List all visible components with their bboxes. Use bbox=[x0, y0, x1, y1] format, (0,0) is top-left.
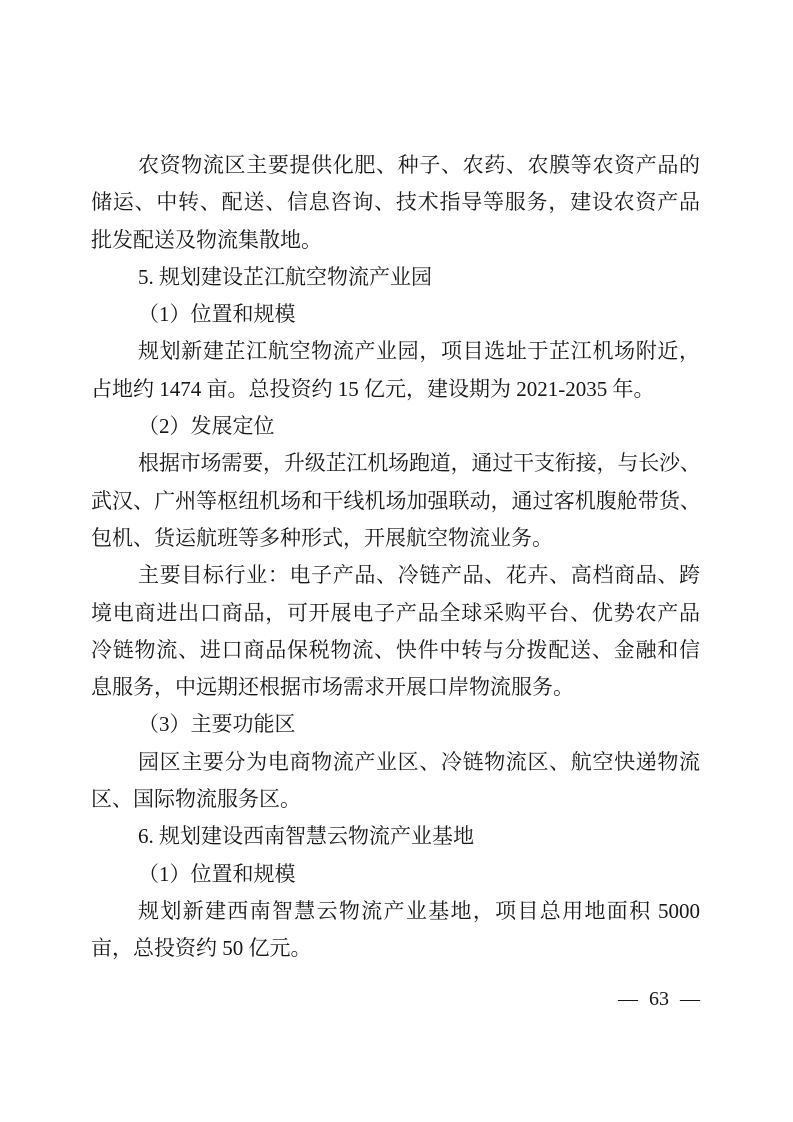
subsection-heading: （3）主要功能区 bbox=[138, 712, 296, 737]
paragraph-5-positioning bbox=[91, 445, 700, 557]
text-line: 息服务，中远期还根据市场需求开展口岸物流服务。 bbox=[91, 675, 574, 700]
paragraph-5-target-industries bbox=[91, 557, 700, 706]
text-line: 亩，总投资约 50 亿元。 bbox=[91, 936, 312, 961]
paragraph-agri-logistics-zone bbox=[91, 147, 700, 259]
text-line: 武汉、广州等枢纽机场和干线机场加强联动，通过客机腹舱带货、 bbox=[91, 488, 700, 513]
subheading-5-1-location-scale bbox=[91, 296, 700, 333]
page-body-text bbox=[91, 147, 700, 968]
subsection-heading: （1）位置和规模 bbox=[138, 302, 296, 327]
text-line: 主要目标行业：电子产品、冷链产品、花卉、高档商品、跨 bbox=[138, 563, 700, 588]
text-line: 储运、中转、配送、信息咨询、技术指导等服务，建设农资产品 bbox=[91, 190, 700, 215]
page-number-footer bbox=[618, 984, 700, 1014]
paragraph-6-location-scale bbox=[91, 893, 700, 968]
page-number: 63 bbox=[649, 988, 669, 1010]
subsection-heading: （2）发展定位 bbox=[138, 414, 275, 439]
text-line: 占地约 1474 亩。总投资约 15 亿元，建设期为 2021-2035 年。 bbox=[91, 376, 655, 401]
text-line: 境电商进出口商品，可开展电子产品全球采购平台、优势农产品 bbox=[91, 600, 700, 625]
paragraph-5-function-zones bbox=[91, 744, 700, 819]
text-line: 规划新建西南智慧云物流产业基地，项目总用地面积 5000 bbox=[138, 898, 700, 923]
subheading-5-2-development-positioning bbox=[91, 408, 700, 445]
text-line: 园区主要分为电商物流产业区、冷链物流区、航空快递物流 bbox=[138, 749, 700, 774]
text-line: 规划新建芷江航空物流产业园，项目选址于芷江机场附近， bbox=[138, 339, 700, 364]
text-line: 批发配送及物流集散地。 bbox=[91, 227, 322, 252]
subheading-6-1-location-scale bbox=[91, 856, 700, 893]
section-heading: 6. 规划建设西南智慧云物流产业基地 bbox=[138, 824, 474, 849]
heading-section-5 bbox=[91, 259, 700, 296]
subheading-5-3-main-function-zones bbox=[91, 706, 700, 743]
heading-section-6 bbox=[91, 818, 700, 855]
paragraph-5-location-scale bbox=[91, 333, 700, 408]
footer-dash-right: — bbox=[680, 988, 700, 1010]
footer-dash-left: — bbox=[618, 988, 638, 1010]
text-line: 包机、货运航班等多种形式，开展航空物流业务。 bbox=[91, 525, 553, 550]
text-line: 农资物流区主要提供化肥、种子、农药、农膜等农资产品的 bbox=[138, 153, 700, 177]
text-line: 根据市场需要，升级芷江机场跑道，通过干支衔接，与长沙、 bbox=[138, 451, 700, 476]
section-heading: 5. 规划建设芷江航空物流产业园 bbox=[138, 264, 432, 289]
text-line: 冷链物流、进口商品保税物流、快件中转与分拨配送、金融和信 bbox=[91, 637, 700, 662]
subsection-heading: （1）位置和规模 bbox=[138, 861, 296, 886]
text-line: 区、国际物流服务区。 bbox=[91, 787, 301, 812]
